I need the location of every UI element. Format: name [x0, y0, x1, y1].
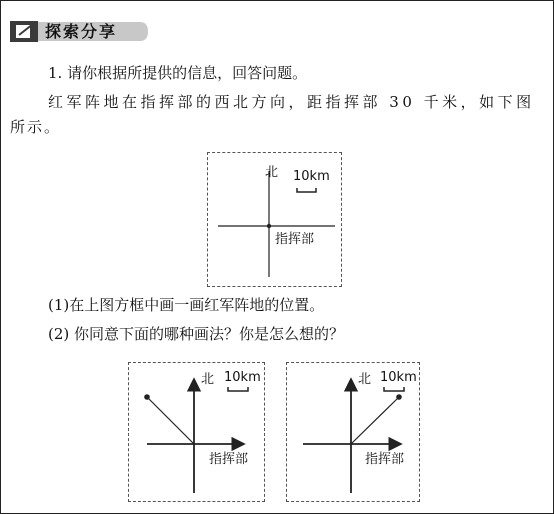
north-label: 北: [265, 165, 279, 180]
diagram-option-b: [286, 362, 420, 502]
origin-dot: [267, 224, 271, 228]
scale-label-b: 10km: [380, 370, 417, 385]
question-line-1: 红军阵地在指挥部的西北方向，距指挥部 30 千米，如下图: [48, 93, 535, 111]
diagram-main-svg: [208, 153, 343, 288]
scale-label-a: 10km: [224, 370, 261, 385]
north-label-a: 北: [201, 372, 215, 387]
section-title: 探索分享: [45, 22, 118, 41]
scale-bar: [297, 188, 316, 192]
diagram-main: [207, 152, 342, 287]
question-line-2: 所示。: [10, 118, 62, 136]
option-b-svg: [287, 363, 421, 503]
origin-label: 指挥部: [275, 232, 315, 247]
option-a-svg: [129, 363, 266, 503]
army-position-dot-a: [144, 394, 150, 400]
north-label-b: 北: [358, 372, 372, 387]
scale-label: 10km: [293, 169, 330, 184]
diagram-option-a: [128, 362, 265, 502]
army-position-dot-b: [396, 394, 402, 400]
sub-question-1: (1)在上图方框中画一画红军阵地的位置。: [48, 296, 325, 314]
origin-label-b: 指挥部: [365, 452, 405, 467]
sub-question-2: (2) 你同意下面的哪种画法？你是怎么想的？: [48, 325, 345, 343]
origin-label-a: 指挥部: [209, 452, 249, 467]
question-intro: 1. 请你根据所提供的信息，回答问题。: [48, 64, 308, 82]
